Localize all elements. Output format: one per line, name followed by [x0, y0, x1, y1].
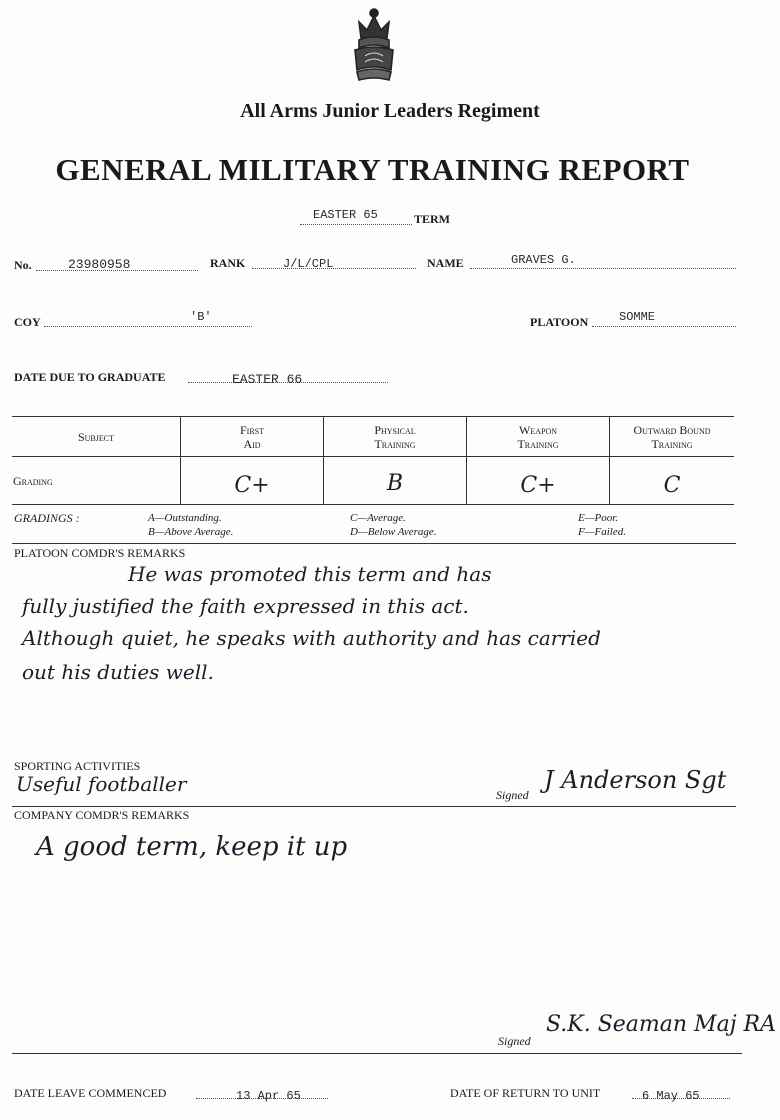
- company-commander-signature: S.K. Seaman Maj RA: [546, 1012, 776, 1037]
- first-aid-header: [181, 417, 324, 457]
- platoon-line: [592, 326, 736, 327]
- company-remarks-value: A good term, keep it up: [36, 832, 348, 862]
- signature-divider: [12, 1053, 742, 1054]
- header-line: Outward Bound: [633, 422, 711, 437]
- platoon-remarks-line-1: He was promoted this term and has: [128, 562, 492, 586]
- grading-label: Grading: [12, 457, 181, 505]
- platoon-signed-label: Signed: [496, 788, 529, 802]
- legend-a: A—Outstanding.: [148, 512, 222, 524]
- rank-label: RANK: [210, 256, 246, 270]
- outward-bound-header: [610, 417, 735, 457]
- report-title: GENERAL MILITARY TRAINING REPORT: [55, 152, 690, 187]
- royal-crest-emblem: [345, 4, 403, 84]
- leave-commenced-value: 13 Apr 65: [236, 1089, 301, 1103]
- platoon-remarks-label: PLATOON COMDR'S REMARKS: [14, 546, 186, 560]
- sporting-divider: [12, 806, 736, 807]
- weapon-training-grade: C+: [467, 457, 610, 505]
- header-line: Training: [374, 436, 416, 451]
- legend-e: E—Poor.: [578, 512, 619, 524]
- coy-label: COY: [14, 315, 41, 329]
- name-line: [470, 268, 736, 269]
- company-remarks-label: COMPANY COMDR'S REMARKS: [14, 808, 190, 822]
- header-line: Physical: [374, 422, 416, 437]
- term-label: TERM: [414, 212, 450, 226]
- header-line: Aid: [243, 436, 261, 451]
- legend-b: B—Above Average.: [148, 526, 234, 538]
- name-label: NAME: [427, 256, 464, 270]
- rank-value: J/L/CPL: [283, 257, 334, 271]
- first-aid-grade: C+: [181, 457, 324, 505]
- company-signed-label: Signed: [498, 1034, 531, 1048]
- platoon-value: SOMME: [619, 310, 656, 324]
- platoon-label: PLATOON: [530, 315, 589, 329]
- graduate-date-label: DATE DUE TO GRADUATE: [14, 370, 166, 384]
- outward-bound-grade: C: [663, 472, 681, 498]
- leave-commenced-label: DATE LEAVE COMMENCED: [14, 1086, 167, 1100]
- subject-header: Subject: [12, 417, 181, 457]
- header-line: First: [239, 422, 264, 437]
- regiment-name: All Arms Junior Leaders Regiment: [240, 100, 540, 122]
- sporting-activities-label: SPORTING ACTIVITIES: [14, 759, 141, 773]
- term-dotted-line: [300, 224, 412, 225]
- legend-divider: [12, 543, 736, 544]
- gradings-legend-title: GRADINGS :: [14, 511, 80, 525]
- rank-line: [252, 268, 416, 269]
- header-line: Training: [517, 436, 559, 451]
- term-value: EASTER 65: [313, 208, 378, 222]
- sporting-activities-value: Useful footballer: [16, 772, 187, 796]
- platoon-remarks-line-4: out his duties well.: [22, 660, 214, 684]
- coy-value: 'B': [190, 310, 212, 324]
- header-line: Training: [651, 436, 693, 451]
- platoon-remarks-line-3: Although quiet, he speaks with authority and has carried: [22, 626, 601, 650]
- name-value: GRAVES G.: [511, 253, 576, 267]
- grades-table: [12, 416, 734, 505]
- legend-c: C—Average.: [350, 512, 406, 524]
- platoon-commander-signature: J Anderson Sgt: [544, 766, 727, 794]
- physical-training-grade: B: [324, 457, 467, 505]
- legend-d: D—Below Average.: [350, 526, 437, 538]
- legend-f: F—Failed.: [578, 526, 626, 538]
- return-to-unit-label: DATE OF RETURN TO UNIT: [450, 1086, 601, 1100]
- service-number-value: 23980958: [68, 257, 131, 272]
- graduate-date-value: EASTER 66: [232, 372, 303, 387]
- coy-line: [44, 326, 252, 327]
- platoon-remarks-line-2: fully justified the faith expressed in this act.: [22, 594, 469, 618]
- physical-training-header: [324, 417, 467, 457]
- return-to-unit-value: 6 May 65: [642, 1089, 700, 1103]
- service-number-label: No.: [14, 258, 32, 272]
- header-line: Weapon: [519, 422, 557, 437]
- weapon-training-header: [467, 417, 610, 457]
